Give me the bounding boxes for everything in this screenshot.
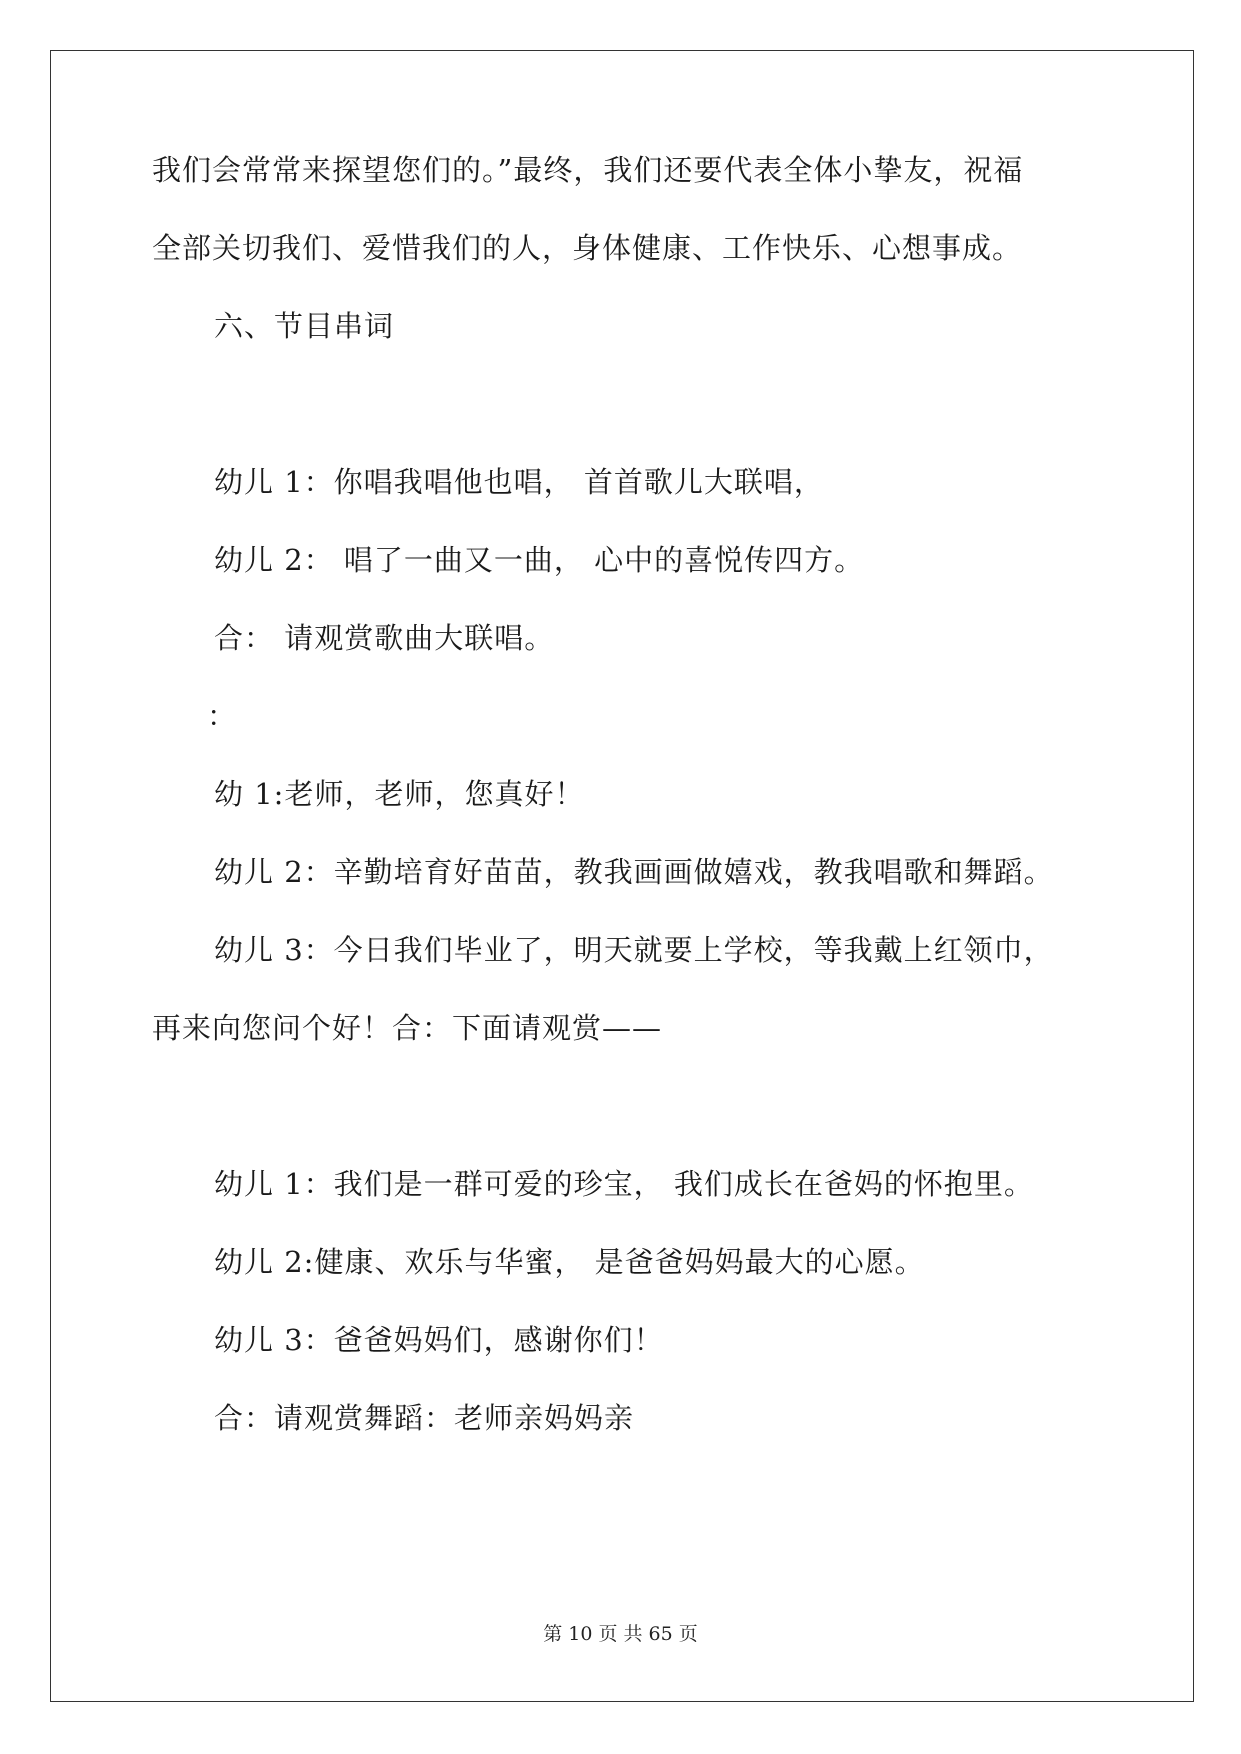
paragraph-line: 合： 请观赏歌曲大联唱。 [214,621,555,655]
paragraph-line: 合：请观赏舞蹈：老师亲妈妈亲 [214,1401,635,1435]
paragraph-line: 幼 1:老师，老师，您真好！ [214,777,585,811]
paragraph-line: ： [207,699,238,733]
paragraph-line: 幼儿 1：我们是一群可爱的珍宝， 我们成长在爸妈的怀抱里。 [214,1167,1034,1201]
section-heading: 六、节目串词 [214,309,395,343]
paragraph-line: 幼儿 2:健康、欢乐与华蜜， 是爸爸妈妈最大的心愿。 [214,1245,925,1279]
paragraph-line: 幼儿 3：今日我们毕业了，明天就要上学校，等我戴上红领巾， [214,933,1054,967]
paragraph-line: 我们会常常来探望您们的。”最终，我们还要代表全体小挚友，祝福 [152,153,1024,187]
paragraph-line: 幼儿 1：你唱我唱他也唱， 首首歌儿大联唱， [214,465,824,499]
paragraph-line: 幼儿 2：辛勤培育好苗苗，教我画画做嬉戏，教我唱歌和舞蹈。 [214,855,1054,889]
paragraph-line: 再来向您问个好！合：下面请观赏—— [152,1011,663,1045]
page-number-footer: 第 10 页 共 65 页 [543,1623,698,1645]
paragraph-line: 幼儿 2： 唱了一曲又一曲， 心中的喜悦传四方。 [214,543,865,577]
paragraph-line: 全部关切我们、爱惜我们的人，身体健康、工作快乐、心想事成。 [152,231,1023,265]
paragraph-line: 幼儿 3：爸爸妈妈们，感谢你们！ [214,1323,664,1357]
